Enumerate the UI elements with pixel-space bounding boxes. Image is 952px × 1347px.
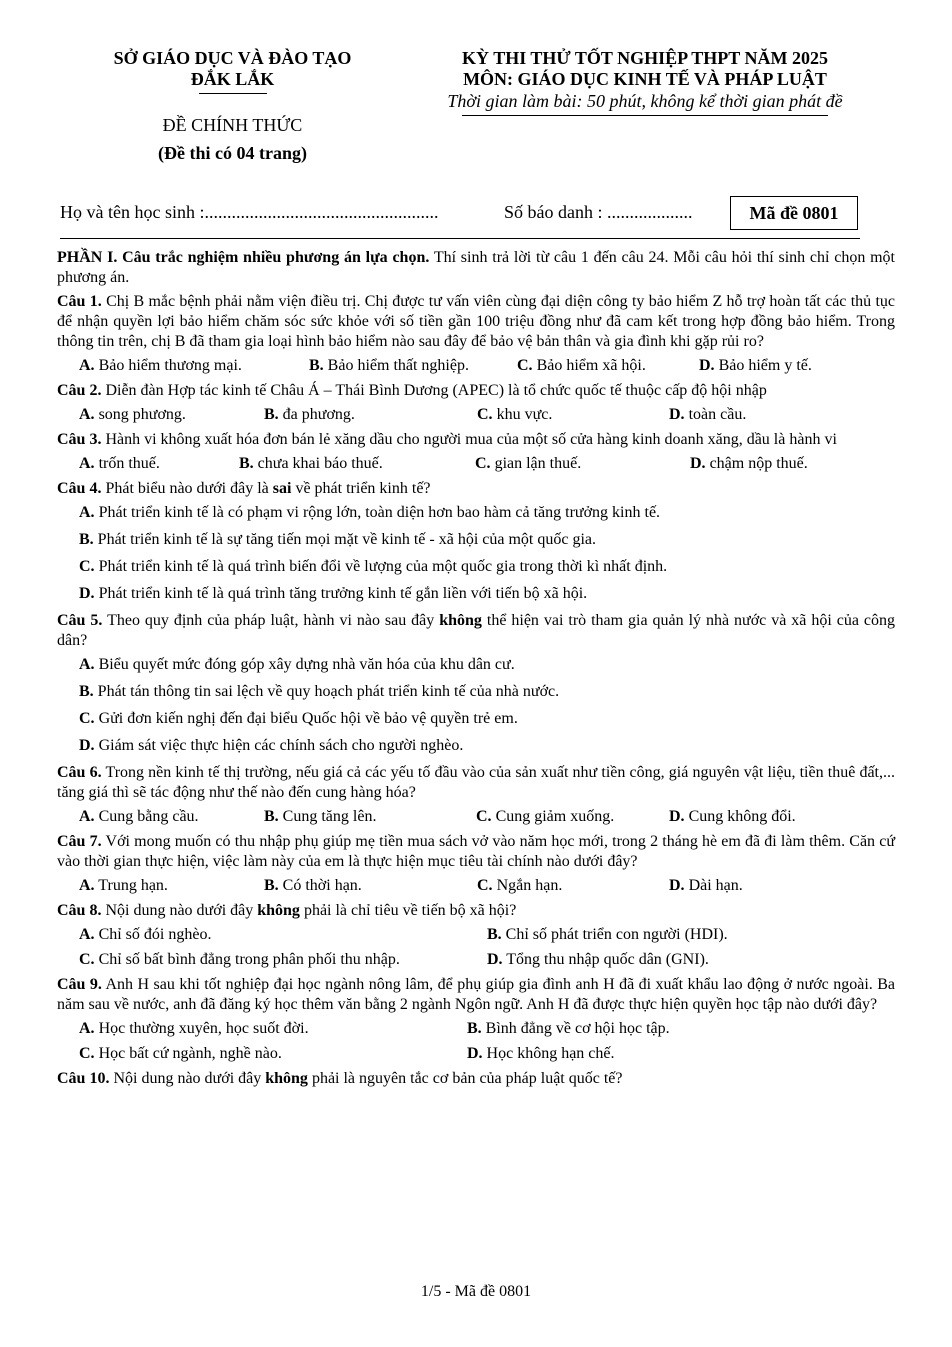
answer-option: D. Giám sát việc thực hiện các chính sách cho người nghèo. — [79, 737, 464, 754]
org-province: ĐẮK LẮK — [190, 69, 275, 89]
answer-option: A. Trung hạn. — [79, 877, 168, 894]
answer-option: D. chậm nộp thuế. — [690, 455, 808, 472]
student-id-field: Số báo danh : ................... — [504, 202, 693, 222]
question-text: Trong nền kinh tế thị trường, nếu giá cả các yếu tố đầu vào của sản xuất như tiền công, giá nguyên vật liệu, tiền thuê đất,... tăng giá thì sẽ tác động như thế nào đến cung hàng hóa? — [57, 764, 895, 801]
answer-option: B. Cung tăng lên. — [264, 808, 377, 825]
answer-option: B. đa phương. — [264, 406, 355, 423]
answer-option: B. Bảo hiểm thất nghiệp. — [309, 357, 469, 374]
question — [57, 832, 895, 872]
question-text: Diễn đàn Hợp tác kinh tế Châu Á – Thái Bình Dương (APEC) là tổ chức quốc tế thuộc cấp độ hội nhập — [101, 382, 767, 399]
answer-option: D. Tổng thu nhập quốc dân (GNI). — [487, 951, 709, 968]
answer-option: A. trốn thuế. — [79, 455, 160, 472]
answer-option: C. khu vực. — [477, 406, 553, 423]
answer-option: A. song phương. — [79, 406, 186, 423]
answer-option: C. Học bất cứ ngành, nghề nào. — [79, 1045, 282, 1062]
answer-option: C. Gửi đơn kiến nghị đến đại biểu Quốc hội về bảo vệ quyền trẻ em. — [79, 710, 518, 727]
header-right — [410, 48, 880, 116]
answer-option: A. Bảo hiểm thương mại. — [79, 357, 242, 374]
question — [57, 430, 895, 450]
question-label: Câu 3. — [57, 431, 102, 448]
exam-title: KỲ THI THỬ TỐT NGHIỆP THPT NĂM 2025 — [462, 48, 828, 68]
question — [57, 975, 895, 1015]
part1-heading — [57, 248, 895, 288]
answer-option: D. Bảo hiểm y tế. — [699, 357, 812, 374]
answer-option: D. Cung không đổi. — [669, 808, 796, 825]
answer-options — [57, 454, 895, 474]
question-label: Câu 9. — [57, 976, 102, 993]
question: Câu 10. Nội dung nào dưới đây không phải là nguyên tắc cơ bản của pháp luật quốc tế? — [57, 1070, 623, 1087]
answer-option: B. Có thời hạn. — [264, 877, 362, 894]
answer-option: C. Cung giảm xuống. — [476, 808, 615, 825]
answer-option: A. Học thường xuyên, học suốt đời. — [79, 1020, 309, 1037]
answer-option: B. Chỉ số phát triển con người (HDI). — [487, 926, 728, 943]
header-left — [60, 48, 405, 164]
question-label: Câu 2. — [57, 382, 102, 399]
answer-options — [57, 807, 895, 827]
question: Câu 4. Phát biểu nào dưới đây là sai về phát triển kinh tế? — [57, 480, 431, 497]
header-left-divider — [199, 93, 267, 94]
time-note: Thời gian làm bài: 50 phút, không kể thời gian phát đề — [447, 91, 843, 111]
answer-option: A. Chỉ số đói nghèo. — [79, 926, 212, 943]
info-divider — [60, 238, 860, 239]
question — [57, 292, 895, 352]
question — [57, 763, 895, 803]
answer-option: C. gian lận thuế. — [475, 455, 582, 472]
answer-option: C. Bảo hiểm xã hội. — [517, 357, 646, 374]
header-right-divider — [462, 115, 828, 116]
answer-option: D. Học không hạn chế. — [466, 1045, 615, 1062]
answer-options — [57, 1019, 895, 1039]
answer-option: A. Cung bằng cầu. — [79, 808, 199, 825]
answer-option: B. Phát tán thông tin sai lệch về quy hoạch phát triển kinh tế của nhà nước. — [79, 683, 560, 700]
question-label: Câu 6. — [57, 764, 102, 781]
answer-option: B. Bình đẳng về cơ hội học tập. — [466, 1020, 670, 1037]
answer-options — [57, 356, 895, 376]
answer-option: D. toàn cầu. — [669, 406, 747, 423]
question-text: Anh H sau khi tốt nghiệp đại học ngành nông lâm, để phụ giúp gia đình anh H đã đi xuất khẩu lao động ở nước ngoài. Ba năm sau về nước, anh đã đăng ký học thêm văn bằng 2 ngành Ngôn ngữ. Anh H đã được thực hiện quyền học tập nào dưới đây? — [57, 976, 895, 1013]
answer-options — [57, 876, 895, 896]
subject-title: MÔN: GIÁO DỤC KINH TẾ VÀ PHÁP LUẬT — [463, 69, 827, 89]
question-label: Câu 8. — [57, 902, 102, 919]
answer-option: A. Biểu quyết mức đóng góp xây dựng nhà văn hóa của khu dân cư. — [79, 656, 515, 673]
question: Câu 8. Nội dung nào dưới đây không phải là chỉ tiêu về tiến bộ xã hội? — [57, 902, 517, 919]
answer-option: B. Phát triển kinh tế là sự tăng tiến mọi mặt về kinh tế - xã hội của một quốc gia. — [79, 531, 597, 548]
exam-content — [57, 248, 895, 1093]
part1-instruction: Thí sinh trả lời từ câu 1 đến câu 24. Mỗi câu hỏi thí sinh chỉ chọn một phương án. — [57, 249, 895, 286]
answer-option: A. Phát triển kinh tế là có phạm vi rộng lớn, toàn diện hơn bao hàm cả tăng trưởng kinh tế. — [79, 504, 661, 521]
question-label: Câu 10. — [57, 1070, 110, 1087]
page-footer: 1/5 - Mã đề 0801 — [420, 1283, 532, 1300]
answer-options — [57, 950, 895, 970]
answer-option: C. Phát triển kinh tế là quá trình biến đổi về lượng của một quốc gia trong thời kì nhất định. — [79, 558, 668, 575]
question-label: Câu 5. — [57, 612, 103, 629]
part1-title: PHẦN I. Câu trắc nghiệm nhiều phương án lựa chọn. — [57, 249, 430, 266]
answer-options — [57, 1044, 895, 1064]
exam-code-box: Mã đề 0801 — [730, 196, 858, 230]
question-text: Hành vi không xuất hóa đơn bán lẻ xăng dầu cho người mua của một số cửa hàng kinh doanh xăng, dầu là hành vi — [101, 431, 837, 448]
question — [57, 381, 895, 401]
answer-options — [57, 925, 895, 945]
question-label: Câu 4. — [57, 480, 102, 497]
question-text: Chị B mắc bệnh phải nằm viện điều trị. Chị được tư vấn viên cùng đại diện công ty bảo hiểm Z hỗ trợ hoàn tất các thủ tục để nhận quyền lợi bảo hiểm chăm sóc sức khỏe với số tiền gần 100 triệu đồng như đã cam kết trong hợp đồng bảo hiểm. Trong thông tin trên, chị B đã tham gia loại hình bảo hiểm nào sau đây để bảo vệ bản thân và gia đình khi gặp rủi ro? — [57, 293, 896, 350]
student-info-row — [60, 196, 860, 232]
answer-option: B. chưa khai báo thuế. — [239, 455, 383, 472]
answer-option: C. Chỉ số bất bình đẳng trong phân phối thu nhập. — [79, 951, 400, 968]
student-name-field: Họ và tên học sinh :.................................................... — [60, 202, 439, 222]
answer-option: D. Phát triển kinh tế là quá trình tăng trưởng kinh tế gắn liền với tiến bộ xã hội. — [79, 585, 588, 602]
pages-note: (Đề thi có 04 trang) — [158, 143, 307, 163]
answer-option: C. Ngắn hạn. — [477, 877, 563, 894]
answer-options — [57, 405, 895, 425]
question-label: Câu 7. — [57, 833, 102, 850]
official-label: ĐỀ CHÍNH THỨC — [162, 115, 303, 135]
answer-option: D. Dài hạn. — [669, 877, 743, 894]
question-text: Với mong muốn có thu nhập phụ giúp mẹ tiền mua sách vở vào năm học mới, trong 2 tháng hè em đã đi làm thêm. Căn cứ vào thời gian thực hiện, việc làm này của em là thực hiện mục tiêu tài chính nào dưới đây? — [57, 833, 896, 870]
question: Câu 5. Theo quy định của pháp luật, hành vi nào sau đây không thể hiện vai trò tham gia quản lý nhà nước và xã hội của công dân? — [57, 612, 895, 649]
org-name: SỞ GIÁO DỤC VÀ ĐÀO TẠO — [113, 48, 352, 68]
question-label: Câu 1. — [57, 293, 102, 310]
